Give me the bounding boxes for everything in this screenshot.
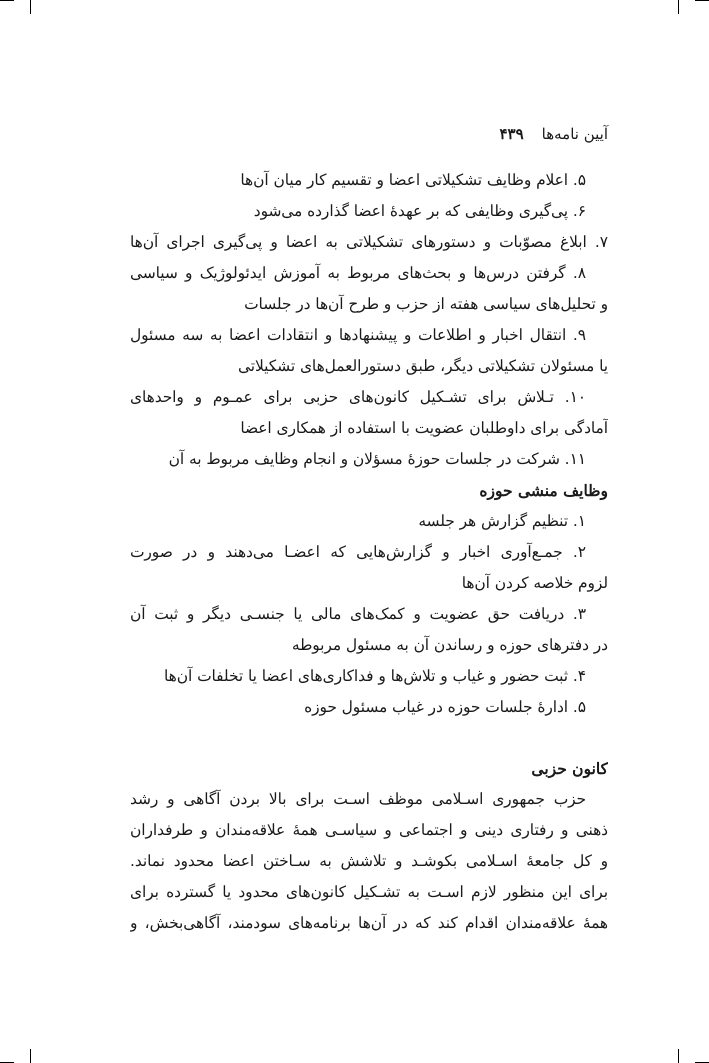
list-item-continuation: در دفترهای حوزه و رساندن آن به مسئول مربوطه <box>291 636 608 654</box>
section-heading-secretary-duties: وظایف منشی حوزه <box>479 481 608 500</box>
section-heading-party-center: کانون حزبی <box>531 759 608 778</box>
list-item: ۶. پی‌گیری وظایفی که بر عهدهٔ اعضا گذارده می‌شود <box>253 202 586 220</box>
list-item: ۸. گرفتن درس‌ها و بحث‌های مربوط به آموزش ایدئولوژیک و سیاسی <box>130 264 586 282</box>
crop-mark-top-right-v <box>678 0 679 14</box>
list-item: ۵. اعلام وظایف تشکیلاتی اعضا و تقسیم کار میان آن‌ها <box>240 171 586 189</box>
running-header <box>130 120 608 148</box>
list-item: ۱۰. تـلاش برای تشـکیل کانون‌های حزبی برای عمـوم و واحدهای <box>130 388 586 406</box>
party-center-paragraph <box>130 784 608 939</box>
list-item-continuation: و تحلیل‌های سیاسی هفته از حزب و طرح آن‌ها در جلسات <box>244 295 608 313</box>
secretary-duties-list <box>130 506 608 723</box>
book-page <box>130 120 608 939</box>
list-item: ۵. ادارهٔ جلسات حوزه در غیاب مسئول حوزه <box>304 698 586 716</box>
crop-mark-top-left-v <box>30 0 31 14</box>
duties-list-continued <box>130 165 608 475</box>
crop-mark-bottom-left-v <box>30 1049 31 1063</box>
list-item: ۷. ابلاغ مصوّبات و دستورهای تشکیلاتی به اعضا و پی‌گیری اجرای آن‌ها <box>130 233 608 251</box>
list-item: ۹. انتقال اخبار و اطلاعات و پیشنهادها و انتقادات اعضا به سه مسئول <box>130 326 586 344</box>
list-item: ۱. تنظیم گزارش هر جلسه <box>418 512 586 530</box>
paragraph-line: حزب جمهوری اسـلامی موظف اسـت برای بالا بردن آگاهی و رشد <box>130 790 586 808</box>
list-item: ۴. ثبت حضور و غیاب و تلاش‌ها و فداکاری‌های اعضا یا تخلفات آن‌ها <box>164 667 586 685</box>
crop-mark-bottom-right-v <box>678 1049 679 1063</box>
list-item-continuation: آمادگی برای داوطلبان عضویت با استفاده از همکاری اعضا <box>240 419 608 437</box>
paragraph-line: برای این منظور لازم اسـت به تشـکیل کانون‌های محدود یا گسترده برای <box>130 883 608 901</box>
list-item: ۳. دریافت حق عضویت و کمک‌های مالی یا جنسـی دیگر و ثبت آن <box>130 605 586 623</box>
paragraph-line: و کل جامعهٔ اسـلامی بکوشـد و تلاشش به سـاختن اعضا محدود نماند. <box>130 852 608 870</box>
list-item: ۲. جمـع‌آوری اخبار و گزارش‌هایی که اعضـا می‌دهند و در صورت <box>130 543 586 561</box>
list-item: ۱۱. شرکت در جلسات حوزهٔ مسؤلان و انجام وظایف مربوط به آن <box>168 450 586 468</box>
crop-mark-top-right-h <box>695 0 709 1</box>
running-header-title: آیین نامه‌ها <box>541 125 608 143</box>
list-item-continuation: لزوم خلاصه کردن آن‌ها <box>461 574 608 592</box>
crop-mark-top-left-h <box>0 0 14 1</box>
list-item-continuation: یا مسئولان تشکیلاتی دیگر، طبق دستورالعمل‌های تشکیلاتی <box>237 357 608 375</box>
page-number: ۴۳۹ <box>499 125 524 143</box>
paragraph-line: همهٔ علاقه‌مندان اقدام کند که در آن‌ها برنامه‌های سودمند، آگاهی‌بخش، و <box>130 914 608 932</box>
paragraph-line: ذهنی و رفتاری دینی و اجتماعی و سیاسـی همهٔ علاقه‌مندان و طرفداران <box>130 821 608 839</box>
